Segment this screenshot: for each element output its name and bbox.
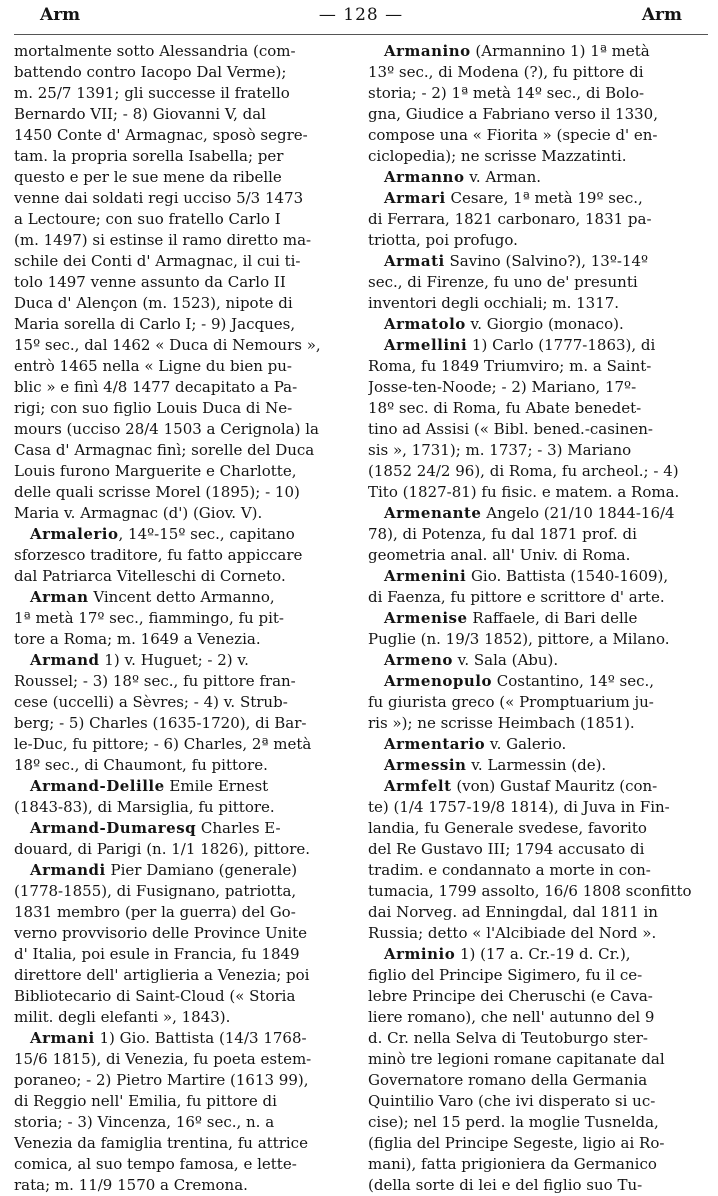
- right-column: [368, 41, 708, 1196]
- text-line: Venezia da famiglia trentina, fu attrice: [14, 1134, 308, 1152]
- entry-text: (von) Gustaf Mauritz (con-: [451, 777, 658, 795]
- entry-headword-line: [14, 524, 354, 545]
- text-line: rigi; con suo figlio Louis Duca di Ne-: [14, 399, 293, 417]
- text-line: Maria v. Armagnac (d') (Giov. V).: [14, 504, 263, 522]
- text-line: delle quali scrisse Morel (1895); - 10): [14, 483, 300, 501]
- headword: Armentario: [384, 735, 486, 753]
- text-line: (1778-1855), di Fusignano, patriotta,: [14, 882, 297, 900]
- entry-text: v. Giorgio (monaco).: [465, 315, 624, 333]
- text-line: lebre Principe dei Cheruschi (e Cava-: [368, 987, 653, 1005]
- entry-headword-line: [368, 188, 708, 209]
- text-line: (1852 24/2 96), di Roma, fu archeol.; - 4): [368, 462, 679, 480]
- headword: Armanino: [384, 42, 471, 60]
- entry-text: Charles E-: [196, 819, 281, 837]
- text-line: liere romano), che nell' autunno del 9: [368, 1008, 655, 1026]
- text-line: storia; - 2) 1ª metà 14º sec., di Bolo-: [368, 84, 645, 102]
- text-line: di Faenza, fu pittore e scrittore d' arte.: [368, 588, 665, 606]
- entry-headword-line: [14, 650, 354, 671]
- entry-headword-line: [14, 1028, 354, 1049]
- headword: Armani: [30, 1029, 95, 1047]
- entry-text: v. Galerio.: [485, 735, 567, 753]
- text-line: figlio del Principe Sigimero, fu il ce-: [368, 966, 643, 984]
- text-line: m. 25/7 1391; gli successe il fratello: [14, 84, 290, 102]
- text-line: gna, Giudice a Fabriano verso il 1330,: [368, 105, 658, 123]
- entry-headword-line: [368, 755, 708, 776]
- text-line: Roussel; - 3) 18º sec., fu pittore fran-: [14, 672, 296, 690]
- text-line: (della sorte di lei e del figlio suo Tu-: [368, 1176, 643, 1194]
- page-header: [14, 4, 708, 35]
- text-line: di Ferrara, 1821 carbonaro, 1831 pa-: [368, 210, 652, 228]
- headword: Armenise: [384, 609, 468, 627]
- entry-text: Savino (Salvino?), 13º-14º: [444, 252, 649, 270]
- entry-headword-line: [368, 671, 708, 692]
- text-line: rata; m. 11/9 1570 a Cremona.: [14, 1176, 248, 1194]
- text-line: 1831 membro (per la guerra) del Go-: [14, 903, 296, 921]
- text-line: tradim. e condannato a morte in con-: [368, 861, 651, 879]
- entry-headword-line: [14, 776, 354, 797]
- entry-headword-line: [368, 335, 708, 356]
- entry-headword-line: [14, 818, 354, 839]
- text-line: geometria anal. all' Univ. di Roma.: [368, 546, 631, 564]
- headword: Arminio: [384, 945, 456, 963]
- text-line: poraneo; - 2) Pietro Martire (1613 99),: [14, 1071, 309, 1089]
- headword: Armati: [384, 252, 445, 270]
- entry-headword-line: [368, 776, 708, 797]
- headword: Armari: [384, 189, 446, 207]
- text-line: d. Cr. nella Selva di Teutoburgo ster-: [368, 1029, 648, 1047]
- text-line: mortalmente sotto Alessandria (com-: [14, 42, 296, 60]
- text-line: Bernardo VII; - 8) Giovanni V, dal: [14, 105, 266, 123]
- text-line: ris »); ne scrisse Heimbach (1851).: [368, 714, 635, 732]
- entry-text: 1) v. Huguet; - 2) v.: [99, 651, 249, 669]
- entry-text: Costantino, 14º sec.,: [491, 672, 655, 690]
- text-line: verno provvisorio delle Province Unite: [14, 924, 308, 942]
- text-line: 18º sec. di Roma, fu Abate benedet-: [368, 399, 642, 417]
- text-line: tumacia, 1799 assolto, 16/6 1808 sconfitto: [368, 882, 692, 900]
- text-line: douard, di Parigi (n. 1/1 1826), pittore.: [14, 840, 311, 858]
- entry-text: v. Sala (Abu).: [452, 651, 559, 669]
- text-line: 15/6 1815), di Venezia, fu poeta estem-: [14, 1050, 312, 1068]
- entry-headword-line: [368, 944, 708, 965]
- headword: Armenini: [384, 567, 467, 585]
- headword: Armatolo: [384, 315, 466, 333]
- headword: Arman: [30, 588, 89, 606]
- text-line: Russia; detto « l'Alcibiade del Nord ».: [368, 924, 657, 942]
- text-line: Duca d' Alençon (m. 1523), nipote di: [14, 294, 293, 312]
- headword: Armandi: [30, 861, 106, 879]
- left-column: [14, 41, 354, 1196]
- entry-headword-line: [368, 167, 708, 188]
- entry-headword-line: [14, 587, 354, 608]
- text-line: d' Italia, poi esule in Francia, fu 1849: [14, 945, 300, 963]
- text-line: 1450 Conte d' Armagnac, sposò segre-: [14, 126, 308, 144]
- text-line: le-Duc, fu pittore; - 6) Charles, 2ª metà: [14, 735, 312, 753]
- text-line: sis », 1731); m. 1737; - 3) Mariano: [368, 441, 632, 459]
- text-line: questo e per le sue mene da ribelle: [14, 168, 282, 186]
- text-line: cise); nel 15 perd. la moglie Tusnelda,: [368, 1113, 659, 1131]
- text-line: venne dai soldati regi ucciso 5/3 1473: [14, 189, 304, 207]
- text-line: a Lectoure; con suo fratello Carlo I: [14, 210, 281, 228]
- text-line: storia; - 3) Vincenza, 16º sec., n. a: [14, 1113, 275, 1131]
- text-line: 78), di Potenza, fu dal 1871 prof. di: [368, 525, 637, 543]
- text-line: battendo contro Iacopo Dal Verme);: [14, 63, 287, 81]
- entry-headword-line: [368, 503, 708, 524]
- headword: Armalerio: [30, 525, 119, 543]
- text-line: Quintilio Varo (che ivi disperato si uc-: [368, 1092, 656, 1110]
- text-line: milit. degli elefanti », 1843).: [14, 1008, 231, 1026]
- text-line: tino ad Assisi (« Bibl. bened.-casinen-: [368, 420, 653, 438]
- entry-text: Pier Damiano (generale): [105, 861, 298, 879]
- entry-text: Angelo (21/10 1844-16/4: [481, 504, 675, 522]
- text-line: compose una « Fiorita » (specie d' en-: [368, 126, 658, 144]
- text-line: Tito (1827-81) fu fisic. e matem. a Roma.: [368, 483, 680, 501]
- text-line: blic » e finì 4/8 1477 decapitato a Pa-: [14, 378, 298, 396]
- entry-text: Emile Ernest: [164, 777, 269, 795]
- text-line: Roma, fu 1849 Triumviro; m. a Saint-: [368, 357, 652, 375]
- text-line: dai Norveg. ad Enningdal, dal 1811 in: [368, 903, 658, 921]
- text-line: direttore dell' artiglieria a Venezia; poi: [14, 966, 310, 984]
- text-line: ciclopedia); ne scrisse Mazzatinti.: [368, 147, 627, 165]
- text-line: del Re Gustavo III; 1794 accusato di: [368, 840, 645, 858]
- entry-headword-line: [368, 41, 708, 62]
- headword: Armenante: [384, 504, 482, 522]
- page-number: — 128 —: [318, 5, 404, 25]
- text-line: Puglie (n. 19/3 1852), pittore, a Milano.: [368, 630, 670, 648]
- text-line: berg; - 5) Charles (1635-1720), di Bar-: [14, 714, 307, 732]
- text-line: comica, al suo tempo famosa, e lette-: [14, 1155, 297, 1173]
- entry-headword-line: [368, 650, 708, 671]
- text-line: 13º sec., di Modena (?), fu pittore di: [368, 63, 644, 81]
- text-line: Maria sorella di Carlo I; - 9) Jacques,: [14, 315, 296, 333]
- text-line: landia, fu Generale svedese, favorito: [368, 819, 647, 837]
- text-line: Bibliotecario di Saint-Cloud (« Storia: [14, 987, 296, 1005]
- headword: Armellini: [384, 336, 468, 354]
- text-line: sec., di Firenze, fu uno de' presunti: [368, 273, 638, 291]
- headword: Armand-Dumaresq: [30, 819, 197, 837]
- text-line: di Reggio nell' Emilia, fu pittore di: [14, 1092, 277, 1110]
- text-line: triotta, poi profugo.: [368, 231, 518, 249]
- entry-text: Gio. Battista (1540-1609),: [466, 567, 669, 585]
- entry-text: 1) Gio. Battista (14/3 1768-: [94, 1029, 307, 1047]
- headword: Armanno: [384, 168, 465, 186]
- text-line: (1843-83), di Marsiglia, fu pittore.: [14, 798, 275, 816]
- headword: Armenopulo: [384, 672, 492, 690]
- headword: Armeno: [384, 651, 453, 669]
- header-right-keyword: Arm: [641, 5, 682, 25]
- entry-text: Raffaele, di Bari delle: [467, 609, 638, 627]
- entry-headword-line: [368, 734, 708, 755]
- text-line: Governatore romano della Germania: [368, 1071, 648, 1089]
- entry-headword-line: [14, 860, 354, 881]
- text-line: tolo 1497 venne assunto da Carlo II: [14, 273, 286, 291]
- text-line: (m. 1497) si estinse il ramo diretto ma-: [14, 231, 312, 249]
- headword: Armand-Delille: [30, 777, 165, 795]
- text-line: minò tre legioni romane capitanate dal: [368, 1050, 665, 1068]
- entry-headword-line: [368, 566, 708, 587]
- text-line: Casa d' Armagnac finì; sorelle del Duca: [14, 441, 315, 459]
- text-line: 1ª metà 17º sec., fiammingo, fu pit-: [14, 609, 284, 627]
- entry-text: 1) (17 a. Cr.-19 d. Cr.),: [455, 945, 631, 963]
- entry-text: , 14º-15º sec., capitano: [118, 525, 295, 543]
- entry-text: v. Larmessin (de).: [466, 756, 607, 774]
- text-line: mani), fatta prigioniera da Germanico: [368, 1155, 657, 1173]
- entry-text: Cesare, 1ª metà 19º sec.,: [445, 189, 643, 207]
- columns: [14, 41, 708, 1196]
- entry-headword-line: [368, 251, 708, 272]
- entry-text: v. Arman.: [464, 168, 542, 186]
- headword: Armessin: [384, 756, 467, 774]
- entry-text: 1) Carlo (1777-1863), di: [467, 336, 656, 354]
- text-line: te) (1/4 1757-19/8 1814), di Juva in Fin-: [368, 798, 670, 816]
- text-line: Louis furono Marguerite e Charlotte,: [14, 462, 297, 480]
- headword: Armfelt: [384, 777, 452, 795]
- text-line: mours (ucciso 28/4 1503 a Cerignola) la: [14, 420, 319, 438]
- text-line: entrò 1465 nella « Ligne du bien pu-: [14, 357, 292, 375]
- entry-text: (Armannino 1) 1ª metà: [470, 42, 650, 60]
- headword: Armand: [30, 651, 100, 669]
- text-line: cese (uccelli) a Sèvres; - 4) v. Strub-: [14, 693, 288, 711]
- entry-headword-line: [368, 314, 708, 335]
- text-line: inventori degli occhiali; m. 1317.: [368, 294, 620, 312]
- text-line: 15º sec., dal 1462 « Duca di Nemours »,: [14, 336, 321, 354]
- text-line: sforzesco traditore, fu fatto appiccare: [14, 546, 303, 564]
- text-line: schile dei Conti d' Armagnac, il cui ti-: [14, 252, 301, 270]
- text-line: Josse-ten-Noode; - 2) Mariano, 17º-: [368, 378, 637, 396]
- text-line: 18º sec., di Chaumont, fu pittore.: [14, 756, 268, 774]
- text-line: tam. la propria sorella Isabella; per: [14, 147, 284, 165]
- text-line: tore a Roma; m. 1649 a Venezia.: [14, 630, 261, 648]
- text-line: dal Patriarca Vitelleschi di Corneto.: [14, 567, 286, 585]
- text-line: fu giurista greco (« Promptuarium ju-: [368, 693, 654, 711]
- text-line: (figlia del Principe Segeste, ligio ai Ro-: [368, 1134, 665, 1152]
- entry-text: Vincent detto Armanno,: [88, 588, 275, 606]
- header-left-keyword: Arm: [40, 5, 81, 25]
- entry-headword-line: [368, 608, 708, 629]
